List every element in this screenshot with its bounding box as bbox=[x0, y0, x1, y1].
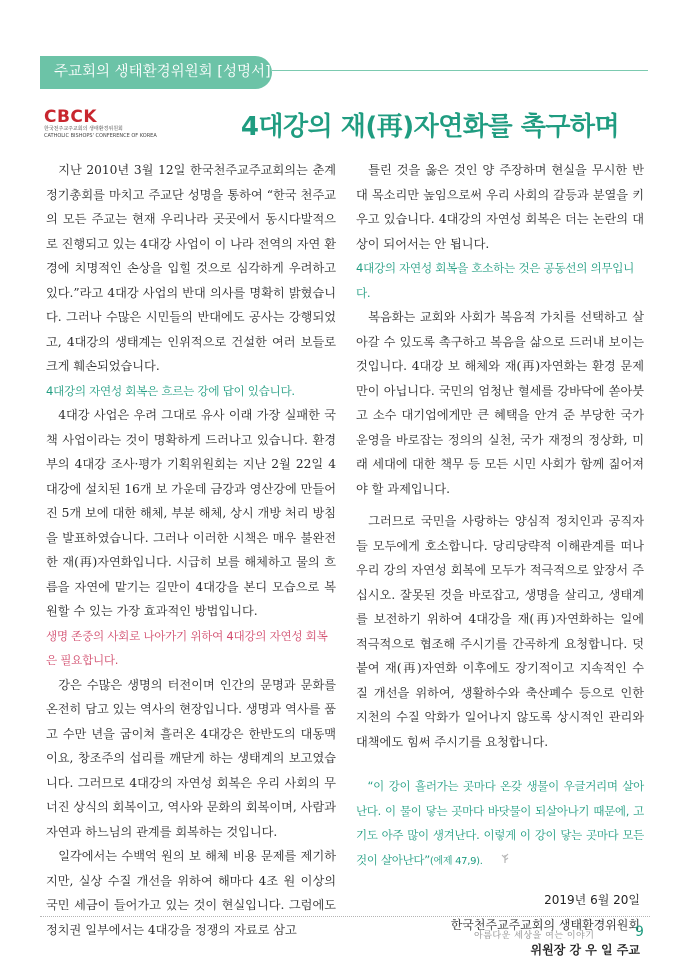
cbck-logo bbox=[44, 108, 164, 148]
paragraph: 일각에서는 수백억 원의 보 해체 비용 문제를 제기하지만, 실상 수질 개선을 위하여 해마다 4조 원 이상의 국민 세금이 들어가고 있는 것이 현실입니다. 그럼에도 정치권 일부에서는 4대강을 정쟁의 자료로 삼고 bbox=[46, 849, 336, 937]
signature-date: 2019년 6월 20일 bbox=[544, 893, 640, 907]
paragraph: 그러므로 국민을 사랑하는 양심적 정치인과 공직자들 모두에게 호소합니다. 당리당략적 이해관계를 떠나 우리 강의 자연성 회복에 모두가 적극적으로 앞장서 주십시오. 잘못된 것을 바로잡고, 생명을 살리고, 생태계를 보전하기 위하여 4대강을 재(再)자연화하는 일에 적극적으로 협조해 주시기를 간곡하게 요청합니다. 덧붙여 재(再)자연화 이후에도 장기적이고 지속적인 수질 개선을 위하여, 생활하수와 축산폐수 등으로 인한 지천의 수질 악화가 일어나지 않도록 상시적인 관리와 대책에도 힘써 주시기를 요청합니다. bbox=[356, 514, 644, 749]
header-rule bbox=[272, 70, 648, 71]
page-number: 9 bbox=[635, 924, 644, 940]
logo-mark: CBCK bbox=[44, 107, 98, 127]
quote-text: “이 강이 흘러가는 곳마다 온갖 생물이 우글거리며 살아난다. 이 물이 닿는 곳마다 바닷물이 되살아나기 때문에, 고기도 아주 많이 생겨난다. 이렇게 이 강이 닿는 곳마다 모든 것이 살아난다” bbox=[356, 779, 644, 867]
paragraph: 강은 수많은 생명의 터전이며 인간의 문명과 문화를 온전히 담고 있는 역사의 현장입니다. 생명과 역사를 품고 수만 년을 굽이쳐 흘러온 4대강은 한반도의 대동맥이요, 창조주의 섭리를 깨닫게 하는 생태계의 보고였습니다. 그러므로 4대강의 자연성 회복은 우리 사회의 무너진 상식의 회복이고, 역사와 문화의 회복이며, 사람과 자연과 하느님의 관계를 회복하는 것입니다. bbox=[46, 677, 337, 839]
spacer bbox=[356, 501, 644, 509]
subheading: 생명 존중의 사회로 나아가기 위하여 4대강의 자연성 회복은 필요합니다. bbox=[46, 628, 328, 667]
left-column bbox=[46, 158, 336, 942]
signature-name: 위원장 강 우 일 주교 bbox=[530, 943, 640, 957]
subheading: 4대강의 자연성 회복을 호소하는 것은 공동선의 의무입니다. bbox=[356, 261, 635, 300]
footer-rule bbox=[40, 916, 650, 917]
right-column bbox=[356, 158, 644, 963]
section-header-label: 주교회의 생태환경위원회 [성명서] bbox=[54, 64, 271, 80]
subheading: 4대강의 자연성 회복은 흐르는 강에 답이 있습니다. bbox=[46, 383, 295, 398]
paragraph: 4대강 사업은 우려 그대로 유사 이래 가장 실패한 국책 사업이라는 것이 명확하게 드러나고 있습니다. 환경부의 4대강 조사·평가 기획위원회는 지난 2월 22일 4대강에 설치된 16개 보 가운데 금강과 영산강에 만들어진 5개 보에 대한 해체, 부분 해체, 상시 개방 처리 방침을 발표하였습니다. 그러나 이러한 시책은 매우 불완전한 재(再)자연화입니다. 시급히 보를 해체하고 물의 흐름을 자연에 맡기는 길만이 4대강을 본디 모습으로 복원할 수 있는 가장 효과적인 방법입니다. bbox=[46, 408, 336, 618]
page-title: 4대강의 재(再)자연화를 촉구하며 bbox=[240, 112, 620, 142]
footer-text: 아름다운 세상을 여는 이야기 bbox=[474, 931, 595, 941]
paragraph: 복음화는 교회와 사회가 복음적 가치를 선택하고 살아갈 수 있도록 촉구하고 복음을 삶으로 드러내 보이는 것입니다. 4대강 보 해체와 재(再)자연화는 환경 문제만이 아닙니다. 국민의 엄청난 혈세를 강바닥에 쏟아붓고 소수 대기업에게만 큰 혜택을 안겨 준 부당한 국가 운영을 바로잡는 정의의 실천, 국가 재정의 정상화, 미래 세대에 대한 책무 등 모든 시민 사회가 함께 짊어져야 할 과제입니다. bbox=[356, 310, 644, 496]
paragraph: 틀린 것을 옳은 것인 양 주장하며 현실을 무시한 반대 목소리만 높임으로써 우리 사회의 갈등과 분열을 키우고 있습니다. 4대강의 자연성 회복은 더는 논란의 대상이 되어서는 안 됩니다. bbox=[356, 163, 644, 251]
leaf-icon bbox=[487, 848, 513, 873]
signature-block bbox=[356, 888, 644, 963]
logo-subtitle-ko: 한국천주교주교회의 생태환경위원회 bbox=[44, 126, 123, 132]
scripture-quote bbox=[356, 774, 644, 874]
paragraph: 지난 2010년 3월 12일 한국천주교주교회의는 춘계 정기총회를 마치고 주교단 성명을 통하여 “한국 천주교의 모든 주교는 현재 우리나라 곳곳에서 동시다발적으로 진행되고 있는 4대강 사업이 이 나라 전역의 자연 환경에 치명적인 손상을 입힐 것으로 심각하게 우려하고 있다.”라고 4대강 사업의 반대 의사를 명확히 밝혔습니다. 그러나 수많은 시민들의 반대에도 공사는 강행되었고, 4대강의 생태계는 인위적으로 건설한 여러 보들로 크게 훼손되었습니다. bbox=[46, 163, 336, 373]
signature-org: 한국천주교주교회의 생태환경위원회 bbox=[450, 918, 640, 932]
section-header bbox=[40, 56, 272, 89]
quote-citation: (에제 47,9). bbox=[429, 855, 483, 867]
logo-subtitle-en: CATHOLIC BISHOPS' CONFERENCE OF KOREA bbox=[44, 133, 157, 139]
